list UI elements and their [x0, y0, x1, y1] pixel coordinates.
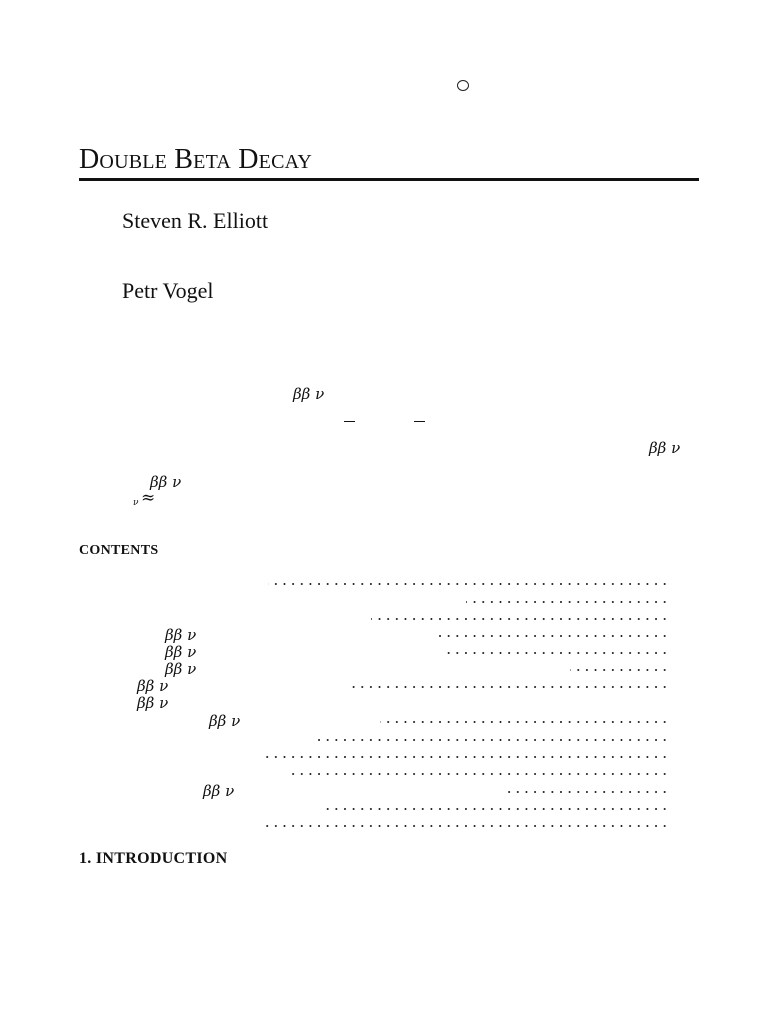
- toc-leader-5: [443, 652, 669, 654]
- abstract-math-1: ββ ν: [293, 385, 325, 403]
- toc-leader-1: [268, 583, 669, 585]
- author-name-1: Steven R. Elliott: [122, 208, 269, 233]
- toc-leader-14: [323, 808, 669, 810]
- toc-math-4: ββ ν: [165, 626, 197, 644]
- title-rule: [79, 178, 699, 181]
- abstract-math-2: ββ ν: [649, 439, 681, 457]
- toc-math-9: ββ ν: [209, 712, 241, 730]
- abstract-nu-subscript: ν: [133, 498, 139, 508]
- circle-symbol-icon: [457, 80, 469, 91]
- toc-math-6: ββ ν: [165, 660, 197, 678]
- section-heading-introduction: 1. INTRODUCTION: [79, 850, 228, 867]
- toc-leader-6: [570, 669, 669, 671]
- toc-leader-11: [260, 756, 669, 758]
- toc-leader-10: [315, 739, 669, 741]
- abstract-dash-1: [344, 421, 355, 422]
- toc-leader-13: [507, 791, 669, 793]
- toc-leader-2: [466, 601, 669, 603]
- paper-title: Double Beta Decay: [79, 144, 313, 175]
- abstract-math-3: ββ ν: [150, 473, 182, 491]
- abstract-dash-2: [414, 421, 425, 422]
- toc-math-7: ββ ν: [137, 677, 169, 695]
- toc-math-8: ββ ν: [137, 694, 169, 712]
- toc-math-13: ββ ν: [203, 782, 235, 800]
- toc-leader-3: [371, 618, 669, 620]
- abstract-approx-symbol: ≈: [141, 488, 156, 508]
- toc-leader-7: [347, 686, 669, 688]
- toc-leader-9: [380, 721, 669, 723]
- author-name-2: Petr Vogel: [122, 278, 214, 303]
- toc-math-5: ββ ν: [165, 643, 197, 661]
- toc-leader-15: [260, 825, 669, 827]
- contents-heading: CONTENTS: [79, 543, 159, 558]
- toc-leader-4: [436, 635, 669, 637]
- toc-leader-12: [291, 773, 669, 775]
